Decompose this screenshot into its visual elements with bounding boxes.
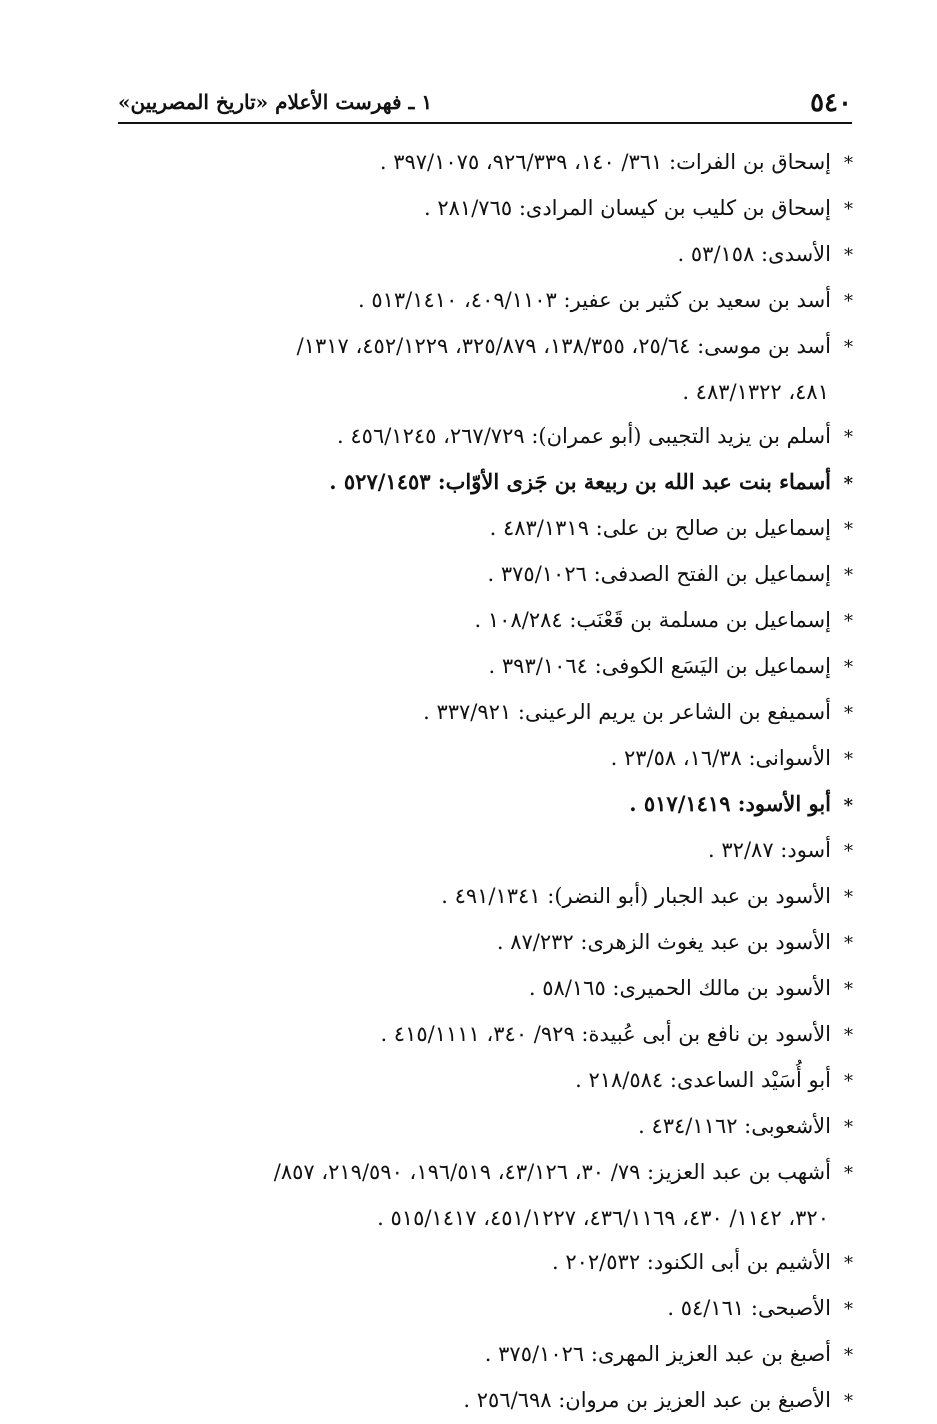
index-entry: [113, 736, 853, 782]
entry-text: الأسود بن عبد الجبار (أبو النضر): ٤٩١/١٣٤١ .: [441, 884, 831, 908]
entry-text: الأشيم بن أبى الكنود: ٢٠٢/٥٣٢ .: [551, 1250, 831, 1274]
entry-text: أسود: ٣٢/٨٧ .: [708, 838, 831, 862]
entry-text: الأصبغ بن عبد العزيز بن مروان: ٢٥٦/٦٩٨ .: [463, 1388, 831, 1412]
entry-star-icon: *: [844, 1299, 853, 1320]
entry-text: إسحاق بن الفرات: ٣٦١/ ١٤٠، ٩٢٦/٣٣٩، ٣٩٧/١٠٧٥ .: [379, 150, 831, 174]
index-entry: [113, 506, 853, 552]
entry-continuation: ٣٢٠، ١١٤٢/ ٤٣٠، ٤٣٦/١١٦٩، ٤٥١/١٢٢٧، ٥١٥/١٤١٧ .: [377, 1206, 829, 1230]
index-entry: [113, 598, 853, 644]
page-header: [118, 88, 852, 122]
index-entry: [113, 1240, 853, 1286]
entry-star-icon: *: [844, 153, 853, 174]
entry-star-icon: *: [843, 795, 853, 816]
entry-star-icon: *: [844, 1163, 853, 1184]
entry-text: أصبغ بن عبد العزيز المهرى: ٣٧٥/١٠٢٦ .: [484, 1342, 831, 1366]
header-rule: [118, 122, 852, 124]
entry-star-icon: *: [844, 933, 853, 954]
entry-text: أشهب بن عبد العزيز: ٧٩/ ٣٠، ٤٣/١٢٦، ١٩٦/٥١٩، ٢١٩/٥٩٠، ٨٥٧/: [273, 1160, 831, 1184]
entry-text: الأشعوبى: ٤٣٤/١١٦٢ .: [638, 1114, 831, 1138]
index-entry-list: [113, 140, 853, 1424]
index-entry: [113, 828, 853, 874]
page-number: ٥٤٠: [810, 88, 852, 118]
entry-text: الأسود بن نافع بن أبى عُبيدة: ٩٢٩/ ٣٤٠، ٤١٥/١١١١ .: [380, 1022, 831, 1046]
entry-star-icon: *: [844, 245, 853, 266]
entry-text: إسماعيل بن صالح بن على: ٤٨٣/١٣١٩ .: [489, 516, 831, 540]
index-entry: [113, 232, 853, 278]
entry-text: أسد بن سعيد بن كثير بن عفير: ٤٠٩/١١٠٣، ٥١٣/١٤١٠ .: [357, 288, 831, 312]
entry-star-icon: *: [844, 519, 853, 540]
entry-text: أسد بن موسى: ٢٥/٦٤، ١٣٨/٣٥٥، ٣٢٥/٨٧٩، ٤٥٢/١٢٢٩، ١٣١٧/: [296, 334, 831, 358]
entry-text: أبو أُسَيْد الساعدى: ٢١٨/٥٨٤ .: [575, 1068, 831, 1092]
entry-text: الأسدى: ٥٣/١٥٨ .: [677, 242, 831, 266]
entry-text: أبو الأسود: ٥١٧/١٤١٩ .: [629, 791, 831, 816]
entry-text: أسلم بن يزيد التجيبى (أبو عمران): ٢٦٧/٧٢٩، ٤٥٦/١٢٤٥ .: [337, 424, 831, 448]
entry-star-icon: *: [844, 1117, 853, 1138]
entry-star-icon: *: [844, 1025, 853, 1046]
entry-star-icon: *: [844, 199, 853, 220]
entry-star-icon: *: [844, 887, 853, 908]
entry-star-icon: *: [844, 703, 853, 724]
entry-star-icon: *: [844, 611, 853, 632]
entry-text: إسماعيل بن اليَسَع الكوفى: ٣٩٣/١٠٦٤ .: [488, 654, 831, 678]
index-entry: [113, 1332, 853, 1378]
entry-text: إسحاق بن كليب بن كيسان المرادى: ٢٨١/٧٦٥ .: [424, 196, 831, 220]
index-entry: [113, 140, 853, 186]
index-entry: [113, 1150, 853, 1240]
entry-star-icon: *: [844, 337, 853, 358]
entry-text: أسماء بنت عبد الله بن ربيعة بن جَزى الأوّاب: ٥٢٧/١٤٥٣ .: [329, 469, 831, 494]
entry-text: إسماعيل بن مسلمة بن قَعْنَب: ١٠٨/٢٨٤ .: [474, 608, 831, 632]
index-entry: [113, 966, 853, 1012]
entry-star-icon: *: [844, 841, 853, 862]
index-entry: [113, 460, 853, 506]
entry-star-icon: *: [844, 1391, 853, 1412]
entry-text: الأسود بن عبد يغوث الزهرى: ٨٧/٢٣٢ .: [496, 930, 831, 954]
entry-star-icon: *: [843, 473, 853, 494]
index-entry: [113, 186, 853, 232]
entry-star-icon: *: [844, 291, 853, 312]
index-entry: [113, 690, 853, 736]
index-entry: [113, 278, 853, 324]
index-entry: [113, 1012, 853, 1058]
entry-star-icon: *: [844, 427, 853, 448]
index-entry: [113, 1286, 853, 1332]
entry-star-icon: *: [844, 749, 853, 770]
entry-text: الأصبحى: ٥٤/١٦١ .: [667, 1296, 831, 1320]
index-entry: [113, 1058, 853, 1104]
index-entry: [113, 920, 853, 966]
index-entry: [113, 324, 853, 414]
index-entry: [113, 782, 853, 828]
entry-continuation: ٤٨١، ٤٨٣/١٣٢٢ .: [682, 380, 829, 404]
entry-star-icon: *: [844, 657, 853, 678]
entry-text: إسماعيل بن الفتح الصدفى: ٣٧٥/١٠٢٦ .: [487, 562, 831, 586]
index-entry: [113, 414, 853, 460]
index-entry: [113, 644, 853, 690]
entry-text: الأسوانى: ١٦/٣٨، ٢٣/٥٨ .: [610, 746, 831, 770]
entry-star-icon: *: [844, 1253, 853, 1274]
index-entry: [113, 874, 853, 920]
index-entry: [113, 1378, 853, 1424]
index-entry: [113, 1104, 853, 1150]
entry-star-icon: *: [844, 1071, 853, 1092]
entry-text: أسميفع بن الشاعر بن يريم الرعينى: ٣٣٧/٩٢١ .: [423, 700, 831, 724]
entry-star-icon: *: [844, 1345, 853, 1366]
entry-star-icon: *: [844, 979, 853, 1000]
entry-star-icon: *: [844, 565, 853, 586]
running-title: ١ ـ فهرست الأعلام «تاريخ المصريين»: [118, 90, 433, 114]
entry-text: الأسود بن مالك الحميرى: ٥٨/١٦٥ .: [528, 976, 831, 1000]
index-entry: [113, 552, 853, 598]
